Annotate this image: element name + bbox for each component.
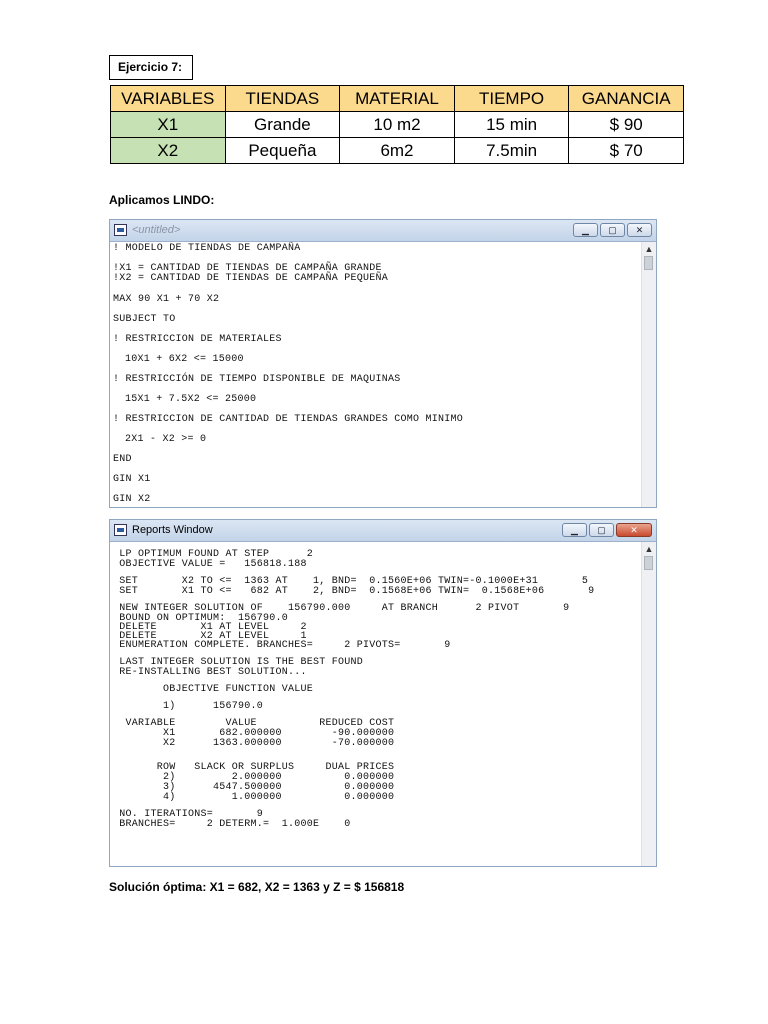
report-line: VARIABLE VALUE REDUCED COST <box>113 718 395 729</box>
minimize-button[interactable]: ▁ <box>562 523 587 537</box>
maximize-button[interactable]: ▢ <box>600 223 625 237</box>
report-line: X1 682.000000 -90.000000 <box>113 728 395 739</box>
table-cell-variable: X2 <box>111 138 226 164</box>
report-line: ENUMERATION COMPLETE. BRANCHES= 2 PIVOTS= 9 <box>113 640 451 651</box>
close-button[interactable]: ✕ <box>627 223 652 237</box>
close-button[interactable]: ✕ <box>616 523 652 537</box>
model-line: SUBJECT TO <box>113 314 176 325</box>
report-line: 2) 2.000000 0.000000 <box>113 772 395 783</box>
model-line: !X2 = CANTIDAD DE TIENDAS DE CAMPAÑA PEQUEÑA <box>113 273 389 284</box>
model-line: ! RESTRICCIÓN DE TIEMPO DISPONIBLE DE MAQUINAS <box>113 374 401 385</box>
table-cell: Pequeña <box>225 138 340 164</box>
table-header-cell: TIENDAS <box>225 86 340 112</box>
model-editor[interactable] <box>110 242 642 507</box>
table-cell: Grande <box>225 112 340 138</box>
model-window <box>109 219 657 508</box>
scroll-up-icon[interactable]: ▲ <box>644 544 654 554</box>
model-line: ! MODELO DE TIENDAS DE CAMPAÑA <box>113 243 301 254</box>
table-cell: 7.5min <box>454 138 569 164</box>
model-line: 2X1 - X2 >= 0 <box>125 434 207 445</box>
table-header-row <box>111 86 684 112</box>
report-line: 4) 1.000000 0.000000 <box>113 792 395 803</box>
report-output[interactable] <box>110 542 642 866</box>
model-line: !X1 = CANTIDAD DE TIENDAS DE CAMPAÑA GRANDE <box>113 263 382 274</box>
report-line: RE-INSTALLING BEST SOLUTION... <box>113 667 307 678</box>
report-line: 1) 156790.0 <box>113 701 264 712</box>
model-line: GIN X1 <box>113 474 151 485</box>
variables-table <box>110 85 684 164</box>
report-line: BOUND ON OPTIMUM: 156790.0 <box>113 613 289 624</box>
table-header-cell: GANANCIA <box>569 86 684 112</box>
report-line: X2 1363.000000 -70.000000 <box>113 738 395 749</box>
table-row <box>111 138 684 164</box>
model-window-titlebar[interactable] <box>110 220 656 242</box>
report-line: 3) 4547.500000 0.000000 <box>113 782 395 793</box>
model-scrollbar[interactable] <box>641 242 656 507</box>
maximize-button[interactable]: ▢ <box>589 523 614 537</box>
model-line: 10X1 + 6X2 <= 15000 <box>125 354 244 365</box>
table-cell: $ 70 <box>569 138 684 164</box>
report-line: NO. ITERATIONS= 9 <box>113 809 264 820</box>
optimal-solution-text: Solución óptima: X1 = 682, X2 = 1363 y Z = $ 156818 <box>109 880 405 894</box>
report-line: SET X1 TO <= 682 AT 2, BND= 0.1568E+06 TWIN= 0.1568E+06 9 <box>113 586 595 597</box>
reports-window-title: Reports Window <box>132 524 213 536</box>
table-header-cell: VARIABLES <box>111 86 226 112</box>
report-line: BRANCHES= 2 DETERM.= 1.000E 0 <box>113 819 351 830</box>
lindo-app-icon <box>114 224 127 236</box>
model-line: ! RESTRICCION DE CANTIDAD DE TIENDAS GRANDES COMO MINIMO <box>113 414 464 425</box>
report-line: DELETE X2 AT LEVEL 1 <box>113 631 307 642</box>
table-row <box>111 112 684 138</box>
model-window-title: <untitled> <box>132 224 181 236</box>
model-line: END <box>113 454 132 465</box>
reports-scrollbar[interactable] <box>641 542 656 866</box>
table-cell: 10 m2 <box>340 112 455 138</box>
scroll-thumb[interactable] <box>644 556 653 570</box>
table-cell: 6m2 <box>340 138 455 164</box>
report-line: LAST INTEGER SOLUTION IS THE BEST FOUND <box>113 657 364 668</box>
table-cell-variable: X1 <box>111 112 226 138</box>
exercise-label: Ejercicio 7: <box>109 55 193 80</box>
model-line: MAX 90 X1 + 70 X2 <box>113 294 220 305</box>
scroll-thumb[interactable] <box>644 256 653 270</box>
report-line: NEW INTEGER SOLUTION OF 156790.000 AT BRANCH 2 PIVOT 9 <box>113 603 570 614</box>
table-header-cell: MATERIAL <box>340 86 455 112</box>
report-line: DELETE X1 AT LEVEL 2 <box>113 622 307 633</box>
lindo-app-icon <box>114 524 127 536</box>
model-line: ! RESTRICCION DE MATERIALES <box>113 334 282 345</box>
scroll-up-icon[interactable]: ▲ <box>644 244 654 254</box>
report-line: LP OPTIMUM FOUND AT STEP 2 <box>113 549 314 560</box>
table-cell: 15 min <box>454 112 569 138</box>
model-line: GIN X2 <box>113 494 151 505</box>
report-line: OBJECTIVE FUNCTION VALUE <box>113 684 314 695</box>
table-header-cell: TIEMPO <box>454 86 569 112</box>
report-line: OBJECTIVE VALUE = 156818.188 <box>113 559 307 570</box>
model-line: 15X1 + 7.5X2 <= 25000 <box>125 394 257 405</box>
minimize-button[interactable]: ▁ <box>573 223 598 237</box>
table-cell: $ 90 <box>569 112 684 138</box>
reports-window <box>109 519 657 867</box>
section-heading: Aplicamos LINDO: <box>109 193 215 207</box>
reports-window-titlebar[interactable] <box>110 520 656 542</box>
report-line: SET X2 TO <= 1363 AT 1, BND= 0.1560E+06 TWIN=-0.1000E+31 5 <box>113 576 589 587</box>
report-line: ROW SLACK OR SURPLUS DUAL PRICES <box>113 762 395 773</box>
